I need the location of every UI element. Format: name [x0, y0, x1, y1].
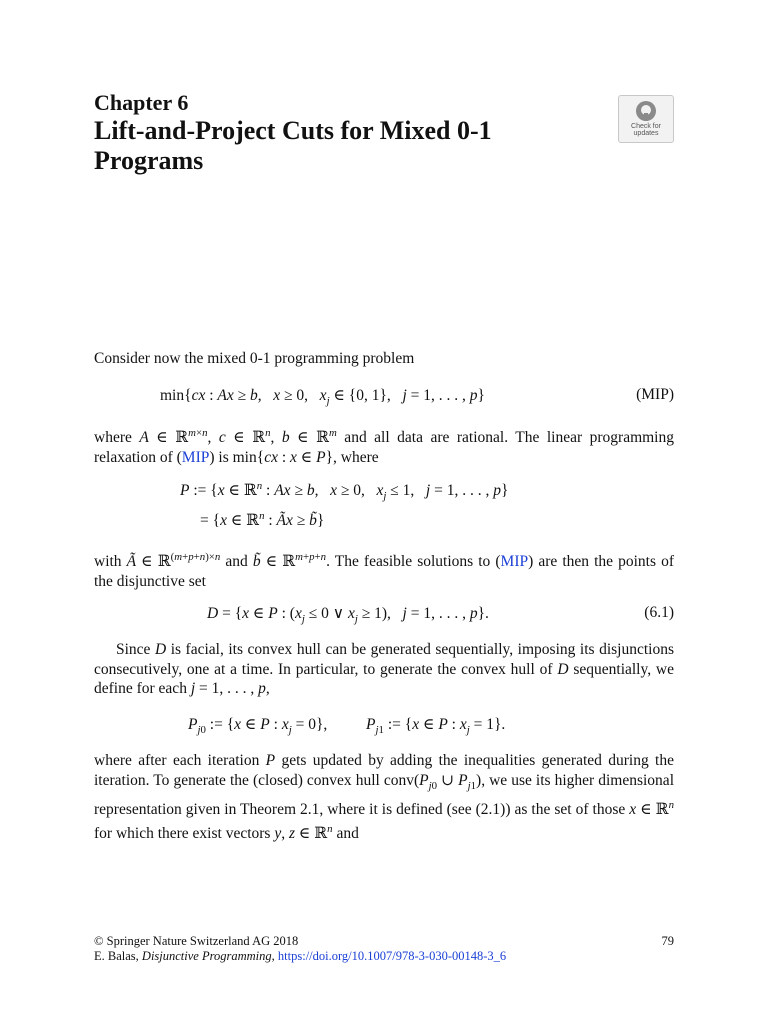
eq-6-1-tag: (6.1)	[644, 604, 674, 621]
check-for-updates-badge[interactable]	[618, 95, 674, 143]
p-definition: P := {x ∈ ℝ$^n$ : Ax ≥ b, x ≥ 0, $x_j \le 1$, j = 1, . . . , p}	[180, 480, 509, 503]
footer-book-title: Disjunctive Programming	[141, 949, 272, 963]
mip-equation: min{cx : Ax ≥ b, x ≥ 0, $x_j$ ∈ {0, 1}, j = 1, . . . , p}	[160, 387, 485, 408]
page-number: 79	[661, 934, 674, 948]
badge-line2: updates	[633, 130, 659, 137]
mip-tag: (MIP)	[636, 386, 674, 403]
pj0-pj1-definition: $P_{j0}$ := {x ∈ P : $x_j = 0$}, $P_{j1}$ := {x ∈ P : $x_j = 1$}.	[188, 716, 506, 737]
chapter-label: Chapter 6	[94, 90, 189, 115]
chapter-title: Lift-and-Project Cuts for Mixed 0-1 Programs	[94, 116, 492, 175]
footer-author: E. Balas,	[94, 949, 142, 963]
mip-link-2[interactable]: MIP	[500, 553, 529, 571]
with-paragraph: with Ã ∈ ℝ$^{(m+p+n)\times n}$ and b̃ ∈ ℝ$^{m+p+n}$. The feasible solutions to (MIP) are then the points of the disjunctive set	[94, 551, 675, 590]
eq-6-1: D = {x ∈ P : ($x_j \le 0$ ∨ $x_j \ge 1$), j = 1, . . . , p}.	[207, 605, 489, 626]
check-updates-icon	[634, 99, 658, 123]
badge-line1: Check for	[631, 123, 661, 130]
doi-link[interactable]: https://doi.org/10.1007/978-3-030-00148-3_6	[277, 949, 507, 963]
since-paragraph: Since D is facial, its convex hull can be generated sequentially, imposing its disjunctions consecutively, one at a time. In particular, to generate the convex hull of D sequentially, we define for each j = 1, . . . , p,	[94, 641, 674, 697]
mip-link[interactable]: MIP	[181, 448, 210, 466]
p-alt-definition: = {x ∈ ℝ$^n$ : Ãx ≥ b̃}	[200, 510, 325, 530]
where-paragraph: where A ∈ ℝ$^{m\times n}$, c ∈ ℝ$^n$, b ∈ ℝ$^m$ and all data are rational. The linear programming relaxation of (MIP) is min{cx : x ∈ P}, where	[94, 427, 674, 466]
intro-paragraph: Consider now the mixed 0-1 programming problem	[94, 350, 415, 367]
where-after-paragraph: where after each iteration P gets updated by adding the inequalities generated during the iteration. To generate the (closed) convex hull $conv(P_{j0}$ ∪ $P_{j1}$), we use its higher dimensional representation given in Theorem 2.1, where it is defined (see (2.1)) as the set of those x ∈ ℝ$^n$ for which there exist vectors y, z ∈ ℝ$^n$ and	[94, 752, 674, 842]
footer-copyright: © Springer Nature Switzerland AG 2018	[94, 934, 299, 948]
footer-citation: E. Balas, Disjunctive Programming, https://doi.org/10.1007/978-3-030-00148-3_6	[94, 949, 507, 963]
